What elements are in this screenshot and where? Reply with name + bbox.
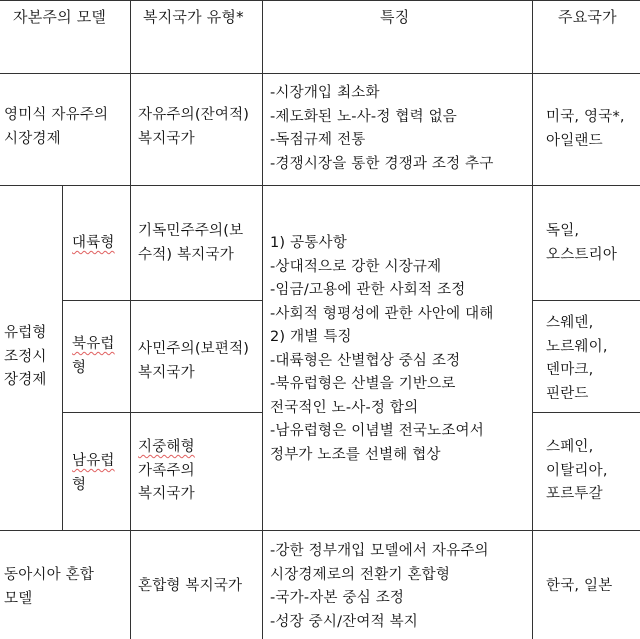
col-divider-1 <box>130 0 131 185</box>
anglo-model: 영미식 자유주의 시장경제 <box>4 107 109 147</box>
continental-features: 1) 공통사항 -상대적으로 강한 시장규제 -임금/고용에 관한 사회적 조정 -사회적 형평성에 관한 사안에 대해 2) 개별 특징 -대륙형은 산별협상 중심 조정 -북유럽형은 산별을 기반으로 전국적인 노-사-정 합의 -남유럽형은 이념별 전국노조여서 정부가 노조를 선별해 협상 <box>270 235 494 463</box>
col-divider-2 <box>262 0 263 639</box>
col-divider-1-lower <box>130 530 131 639</box>
table-border-top <box>0 0 640 1</box>
col-divider-region <box>62 185 63 530</box>
anglo-features: -시장개입 최소화 -제도화된 노-사-정 협력 없음 -독점규제 전통 -경쟁시장을 통한 경쟁과 조정 추구 <box>270 85 494 172</box>
continental-region-2: 북유럽 형 <box>72 336 115 376</box>
col-divider-3 <box>532 0 533 639</box>
eastasia-features: -강한 정부개입 모델에서 자유주의 시장경제로의 전환기 혼합형 -국가-자본 중심 조정 -성장 중시/잔여적 복지 <box>270 543 489 630</box>
header-model: 자본주의 모델 <box>13 8 107 26</box>
continental-type-2: 사민주의(보편적) 복지국가 <box>138 341 250 381</box>
anglo-countries: 미국, 영국*, 아일랜드 <box>546 109 625 149</box>
header-welfare-type: 복지국가 유형* <box>143 8 244 26</box>
continental-type-1: 기독민주주의(보 수적) 복지국가 <box>138 223 244 263</box>
subrow-divider-2-countries <box>532 412 640 413</box>
eastasia-model: 동아시아 혼합 모델 <box>4 567 95 607</box>
continental-countries-2: 스웨덴, 노르웨이, 덴마크, 핀란드 <box>546 315 608 402</box>
row-divider-2 <box>0 530 640 531</box>
subrow-divider-1-countries <box>532 300 640 301</box>
continental-type-3: 지중해형 가족주의 복지국가 <box>138 439 195 502</box>
continental-model: 유럽형 조정시 장경제 <box>4 325 47 388</box>
anglo-type: 자유주의(잔여적) 복지국가 <box>138 107 250 147</box>
header-features: 특징 <box>380 8 410 26</box>
header-countries: 주요국가 <box>558 8 617 26</box>
subrow-divider-2 <box>62 412 262 413</box>
eastasia-type: 혼합형 복지국가 <box>138 578 243 594</box>
row-divider-1 <box>0 185 640 186</box>
continental-region-1: 대륙형 <box>72 235 115 251</box>
header-divider <box>0 73 640 74</box>
continental-countries-3: 스페인, 이탈리아, 포르투갈 <box>546 439 608 502</box>
col-divider-region-right <box>130 185 131 530</box>
subrow-divider-1 <box>62 300 262 301</box>
continental-region-3: 남유럽 형 <box>72 453 115 493</box>
continental-countries-1: 독일, 오스트리아 <box>546 223 618 263</box>
eastasia-countries: 한국, 일본 <box>546 578 613 594</box>
